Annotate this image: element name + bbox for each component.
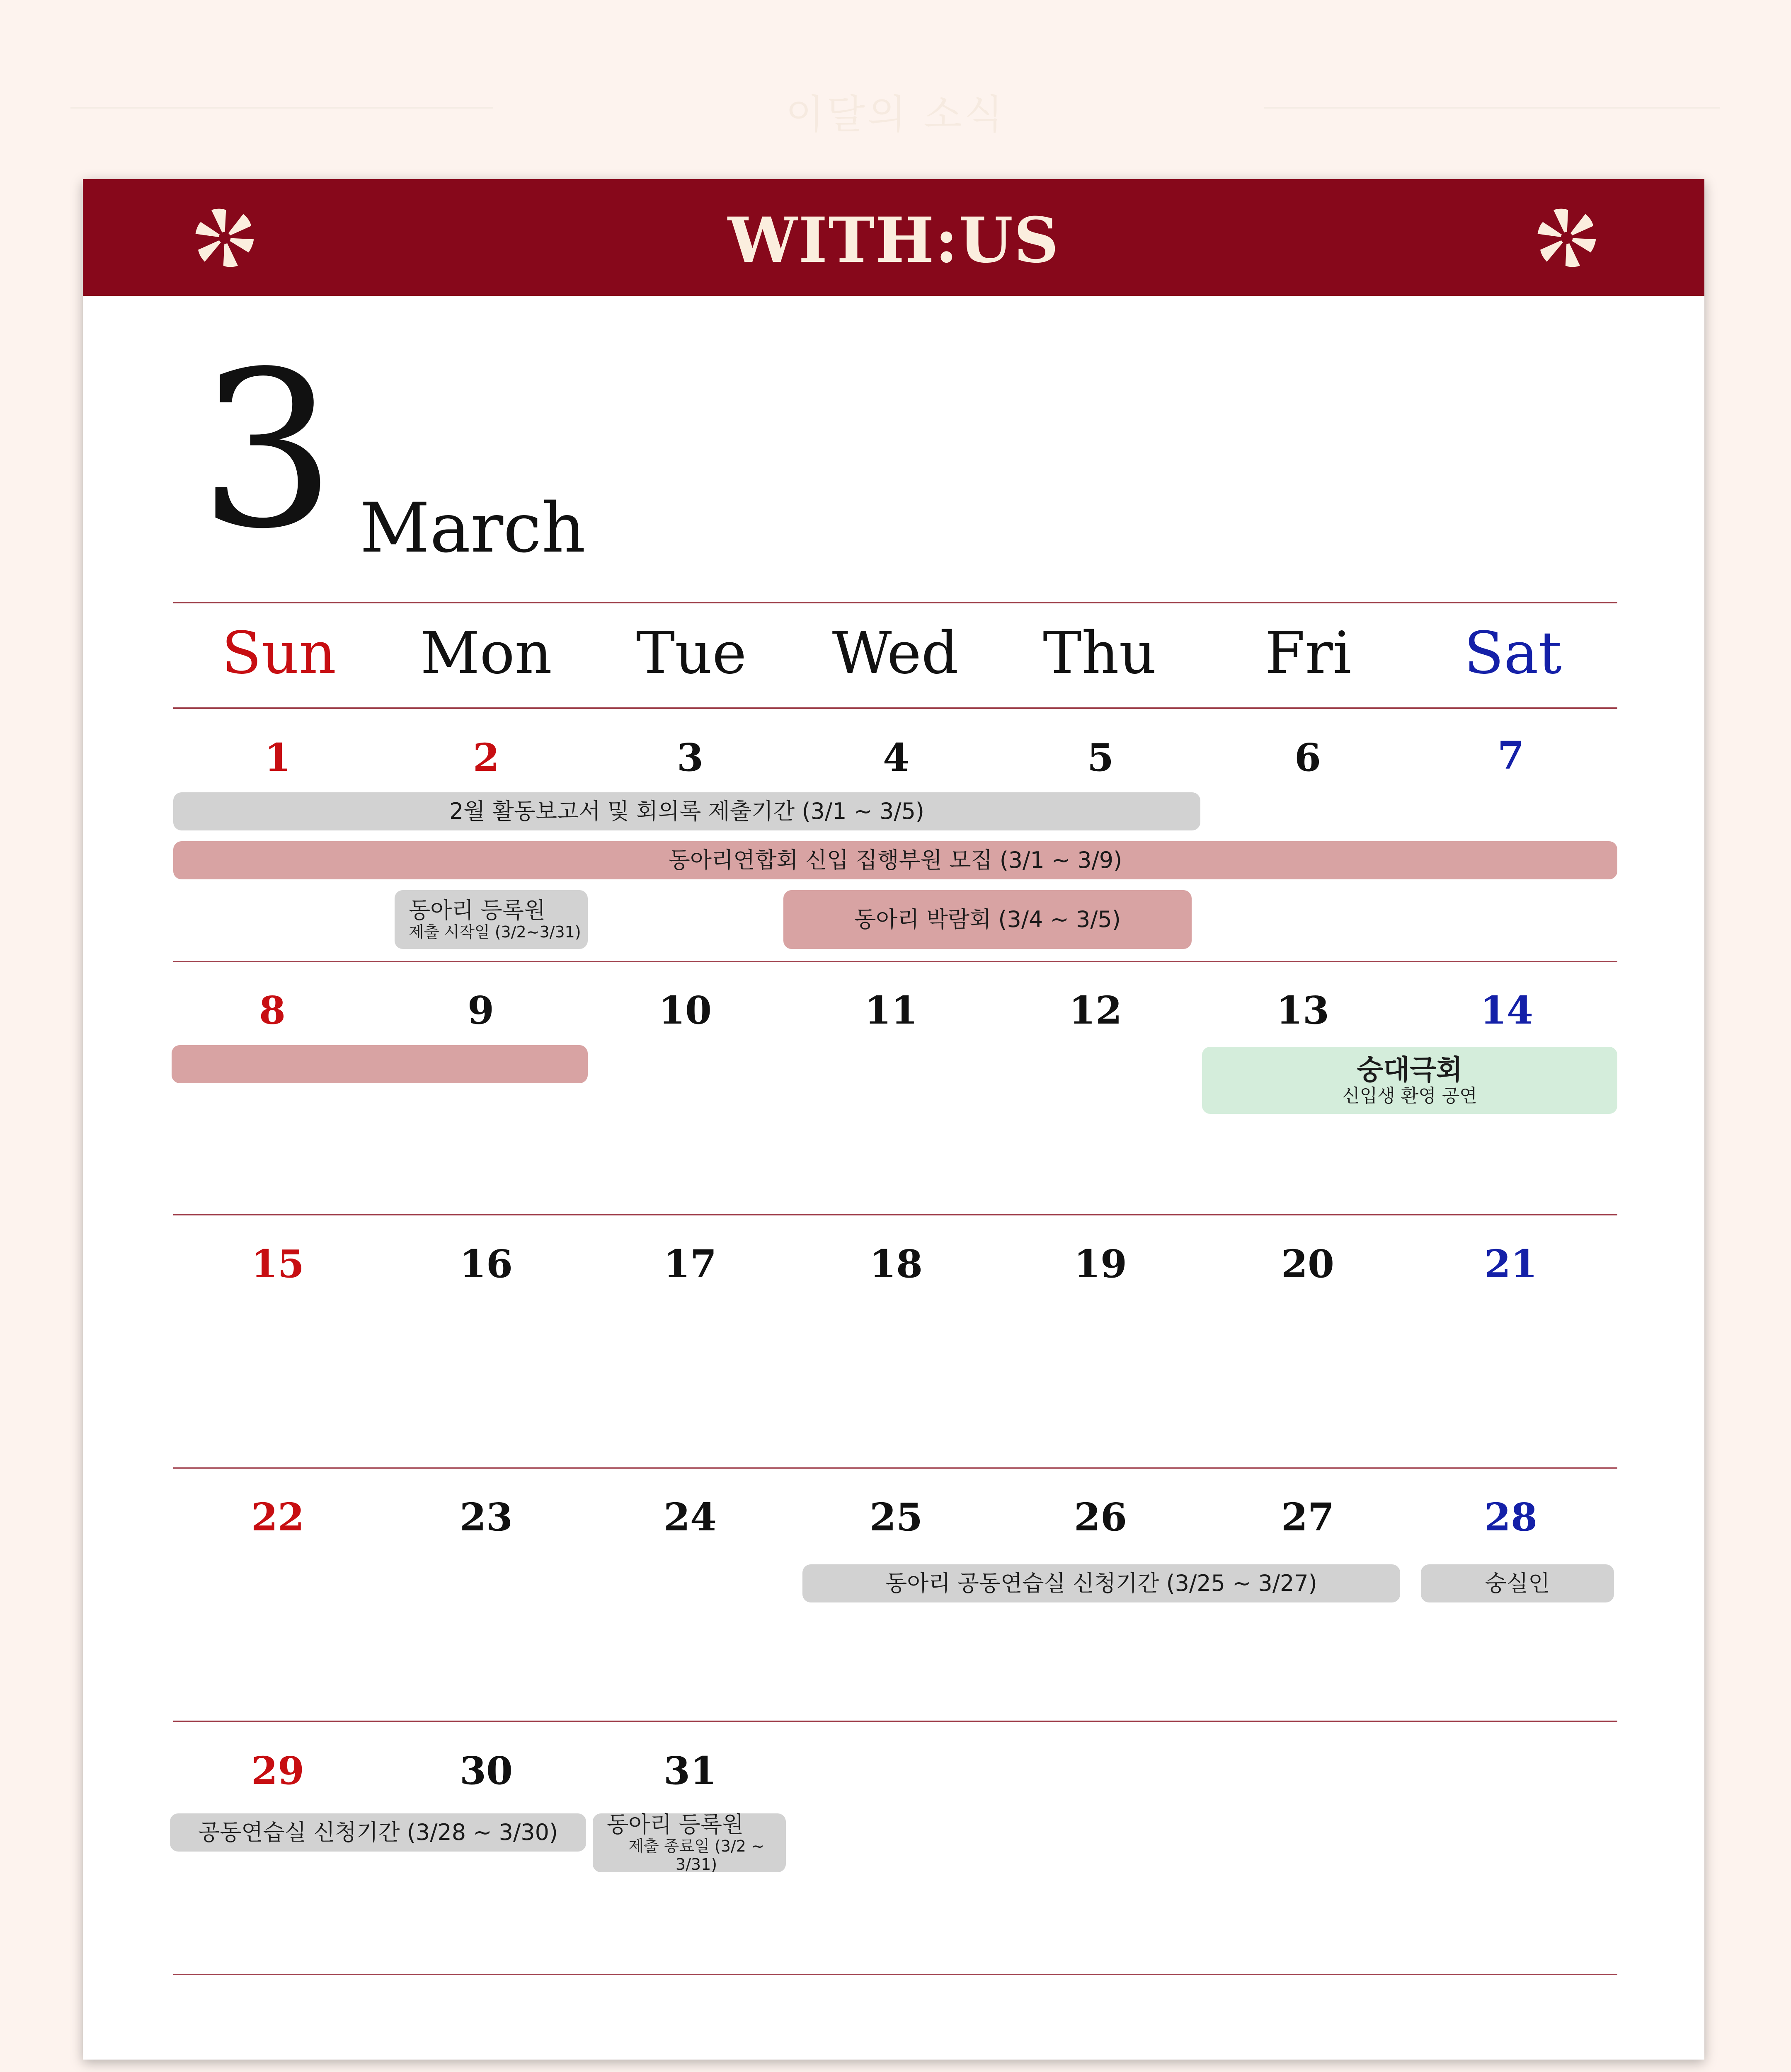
week-divider xyxy=(173,1214,1617,1215)
day-cell[interactable]: 13 xyxy=(1276,988,1330,1033)
week-divider xyxy=(173,961,1617,962)
day-cell[interactable]: 8 xyxy=(259,988,286,1033)
weekday-thu: Thu xyxy=(1043,620,1156,687)
day-cell[interactable]: 29 xyxy=(251,1748,305,1793)
event-title: 동아리 등록원 xyxy=(409,897,546,924)
event-title: 동아리 등록원 xyxy=(607,1811,744,1838)
day-cell[interactable]: 16 xyxy=(459,1242,513,1286)
month-number: 3 xyxy=(199,325,336,576)
event-theater[interactable] xyxy=(1202,1047,1617,1114)
day-cell[interactable]: 9 xyxy=(467,988,494,1033)
heading-divider-right xyxy=(1264,107,1720,109)
banner-title: WITH:US xyxy=(727,204,1060,277)
day-cell[interactable]: 30 xyxy=(459,1748,513,1793)
event-subtitle: 제출 종료일 (3/2 ~ 3/31) xyxy=(628,1837,764,1874)
event-recruit-continued[interactable] xyxy=(172,1045,588,1083)
event-registration-end[interactable] xyxy=(593,1813,786,1872)
weekday-sat: Sat xyxy=(1464,620,1562,687)
day-cell[interactable]: 12 xyxy=(1069,988,1122,1033)
event-label: 공동연습실 신청기간 (3/28 ~ 3/30) xyxy=(198,1819,558,1846)
day-cell[interactable]: 5 xyxy=(1087,735,1114,780)
month-name: March xyxy=(360,488,586,568)
event-label: 숭실인 xyxy=(1485,1570,1550,1597)
club-logo-icon xyxy=(1534,205,1600,271)
calendar-card xyxy=(83,179,1704,2060)
weekday-fri: Fri xyxy=(1265,620,1352,687)
top-heading: 이달의 소식 xyxy=(785,91,1006,138)
weekday-sun: Sun xyxy=(221,620,337,687)
event-practice-room[interactable] xyxy=(802,1564,1400,1602)
weekday-top-rule xyxy=(173,602,1617,603)
top-heading-area xyxy=(0,75,1791,141)
day-cell[interactable]: 25 xyxy=(869,1495,923,1539)
day-cell[interactable]: 24 xyxy=(663,1495,717,1539)
event-recruit[interactable] xyxy=(173,841,1617,879)
day-cell[interactable]: 27 xyxy=(1281,1495,1335,1539)
day-cell[interactable]: 21 xyxy=(1484,1242,1538,1286)
day-cell[interactable]: 26 xyxy=(1074,1495,1127,1539)
event-subtitle: 신입생 환영 공연 xyxy=(1342,1085,1477,1106)
weekday-mon: Mon xyxy=(420,620,552,687)
event-soongsil[interactable] xyxy=(1421,1564,1614,1602)
event-activity-report[interactable] xyxy=(173,792,1200,830)
weekday-tue: Tue xyxy=(636,620,747,687)
event-registration-start[interactable] xyxy=(395,890,588,949)
event-label: 2월 활동보고서 및 회의록 제출기간 (3/1 ~ 3/5) xyxy=(449,798,924,825)
weekday-bottom-rule xyxy=(173,707,1617,709)
header-banner xyxy=(83,179,1704,296)
day-cell[interactable]: 10 xyxy=(658,988,712,1033)
week-divider xyxy=(173,1467,1617,1469)
day-cell[interactable]: 20 xyxy=(1281,1242,1335,1286)
event-practice-room-2[interactable] xyxy=(170,1813,586,1852)
day-cell[interactable]: 18 xyxy=(869,1242,923,1286)
day-cell[interactable]: 1 xyxy=(264,735,291,780)
day-cell[interactable]: 3 xyxy=(676,735,703,780)
day-cell[interactable]: 17 xyxy=(663,1242,717,1286)
event-label: 동아리연합회 신입 집행부원 모집 (3/1 ~ 3/9) xyxy=(668,847,1122,874)
event-label: 동아리 박람회 (3/4 ~ 3/5) xyxy=(854,906,1121,933)
day-cell[interactable]: 19 xyxy=(1074,1242,1127,1286)
event-title: 숭대극회 xyxy=(1357,1053,1463,1086)
day-cell[interactable]: 31 xyxy=(663,1748,717,1793)
day-cell[interactable]: 23 xyxy=(459,1495,513,1539)
event-label: 동아리 공동연습실 신청기간 (3/25 ~ 3/27) xyxy=(885,1570,1317,1597)
day-cell[interactable]: 22 xyxy=(251,1495,305,1539)
day-cell[interactable]: 14 xyxy=(1480,988,1534,1033)
day-cell[interactable]: 11 xyxy=(864,988,918,1033)
week-divider xyxy=(173,1721,1617,1722)
day-cell[interactable]: 2 xyxy=(473,735,499,780)
day-cell[interactable]: 7 xyxy=(1497,733,1524,778)
day-cell[interactable]: 6 xyxy=(1294,735,1321,780)
event-club-fair[interactable] xyxy=(783,890,1192,949)
day-cell[interactable]: 15 xyxy=(251,1242,305,1286)
day-cell[interactable]: 4 xyxy=(882,735,909,780)
weekday-wed: Wed xyxy=(832,620,959,687)
calendar-bottom-rule xyxy=(173,1974,1617,1975)
event-subtitle: 제출 시작일 (3/2~3/31) xyxy=(409,923,581,942)
day-cell[interactable]: 28 xyxy=(1484,1495,1538,1539)
